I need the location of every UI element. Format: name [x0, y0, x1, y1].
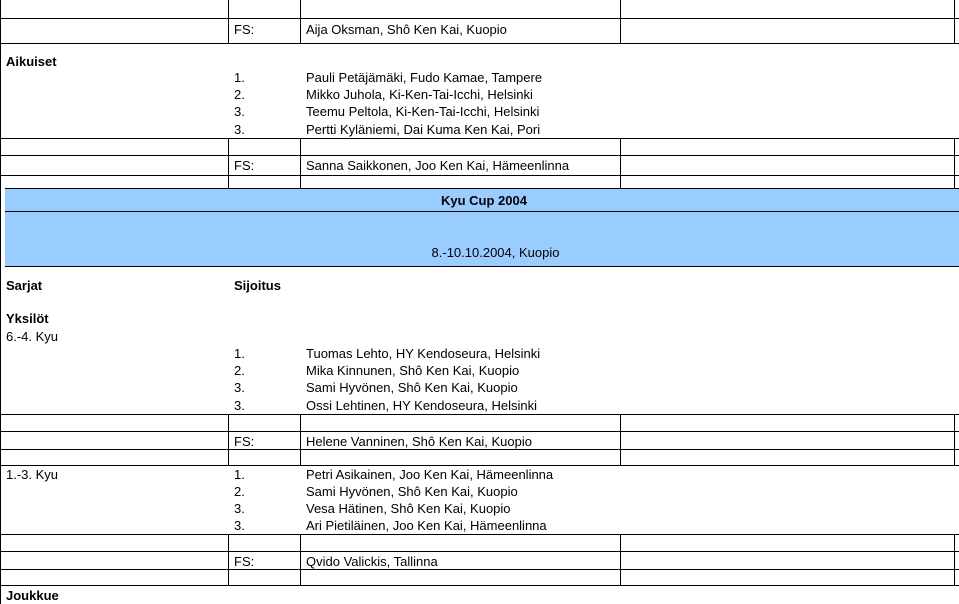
result-name: Teemu Peltola, Ki-Ken-Tai-Icchi, Helsinki: [306, 104, 540, 119]
result-place: 2.: [234, 87, 245, 102]
fs-label: FS:: [234, 22, 255, 37]
result-name: Pauli Petäjämäki, Fudo Kamae, Tampere: [306, 70, 543, 85]
grid-line: [228, 0, 229, 20]
result-place: 3.: [234, 518, 245, 533]
fs-row: [1, 431, 959, 451]
blank-row: [1, 43, 959, 51]
fs-label: FS:: [234, 158, 255, 173]
result-place: 3.: [234, 104, 245, 119]
blank-row: [1, 175, 959, 188]
event-date-location: 8.-10.10.2004, Kuopio: [431, 245, 560, 260]
result-row: [1, 86, 959, 103]
fs-label: FS:: [234, 434, 255, 449]
result-place: 1.: [234, 70, 245, 85]
result-name: Ari Pietiläinen, Joo Ken Kai, Hämeenlinna: [306, 518, 547, 533]
section-title-aikuiset: Aikuiset: [6, 53, 57, 69]
group-name: 6.-4. Kyu: [6, 328, 59, 344]
result-name: Mikko Juhola, Ki-Ken-Tai-Icchi, Helsinki: [306, 87, 533, 102]
result-name: Sami Hyvönen, Shô Ken Kai, Kuopio: [306, 484, 518, 499]
fs-name: Helene Vanninen, Shô Ken Kai, Kuopio: [306, 434, 532, 449]
result-name: Vesa Hätinen, Shô Ken Kai, Kuopio: [306, 501, 511, 516]
result-row: [1, 345, 959, 362]
header-sijoitus: Sijoitus: [234, 277, 281, 293]
result-place: 1.: [234, 346, 245, 361]
result-row: [1, 69, 959, 86]
result-name: Petri Asikainen, Joo Ken Kai, Hämeenlinna: [306, 467, 554, 482]
blank-row: [1, 569, 959, 586]
group-row: [1, 327, 959, 345]
fs-label: FS:: [234, 553, 255, 569]
section-title-joukkue: Joukkue: [6, 587, 59, 603]
fs-row: [1, 155, 959, 175]
grid-line: [620, 0, 621, 20]
grid-line: [228, 138, 229, 155]
event-title: Kyu Cup 2004: [441, 193, 527, 208]
group-name: 1.-3. Kyu: [6, 467, 59, 482]
grid-line: [300, 0, 301, 20]
grid-line: [228, 18, 229, 43]
grid-line: [300, 138, 301, 155]
grid-line: [954, 0, 955, 20]
grid-line: [954, 18, 955, 43]
fs-name: Aija Oksman, Shô Ken Kai, Kuopio: [306, 22, 507, 37]
section-title-yksilot: Yksilöt: [6, 310, 49, 326]
result-row: [1, 517, 959, 534]
result-place: 3.: [234, 121, 245, 137]
result-name: Ossi Lehtinen, HY Kendoseura, Helsinki: [306, 397, 537, 413]
result-row: [1, 500, 959, 517]
result-row: [1, 362, 959, 379]
blank-row: [1, 534, 959, 551]
result-name: Pertti Kyläniemi, Dai Kuma Ken Kai, Pori: [306, 121, 541, 137]
section-row: [1, 585, 959, 604]
banner-divider: [5, 211, 959, 212]
result-place: 3.: [234, 501, 245, 516]
header-sarjat: Sarjat: [6, 277, 43, 293]
result-name: Mika Kinnunen, Shô Ken Kai, Kuopio: [306, 363, 520, 378]
fs-name: Sanna Saikkonen, Joo Ken Kai, Hämeenlinna: [306, 158, 570, 173]
grid-line: [620, 138, 621, 155]
result-row: [1, 465, 959, 483]
section-row: [1, 51, 959, 71]
result-row: [1, 103, 959, 120]
blank-row: [1, 138, 959, 155]
section-row: [1, 309, 959, 327]
result-name: Sami Hyvönen, Shô Ken Kai, Kuopio: [306, 380, 518, 395]
result-name: Tuomas Lehto, HY Kendoseura, Helsinki: [306, 346, 541, 361]
result-row: [1, 379, 959, 396]
result-place: 3.: [234, 380, 245, 395]
result-place: 2.: [234, 484, 245, 499]
fs-row: [1, 551, 959, 570]
result-place: 1.: [234, 467, 245, 482]
event-banner: [5, 188, 959, 267]
result-place: 3.: [234, 397, 245, 413]
result-place: 2.: [234, 363, 245, 378]
grid-line: [620, 18, 621, 43]
result-row: [1, 396, 959, 414]
fs-row: [1, 18, 959, 40]
result-row: [1, 120, 959, 138]
result-row: [1, 483, 959, 500]
blank-row: [1, 449, 959, 465]
grid-line: [300, 18, 301, 43]
header-row: [1, 275, 959, 295]
fs-name: Qvido Valickis, Tallinna: [306, 553, 438, 569]
blank-row: [1, 414, 959, 431]
